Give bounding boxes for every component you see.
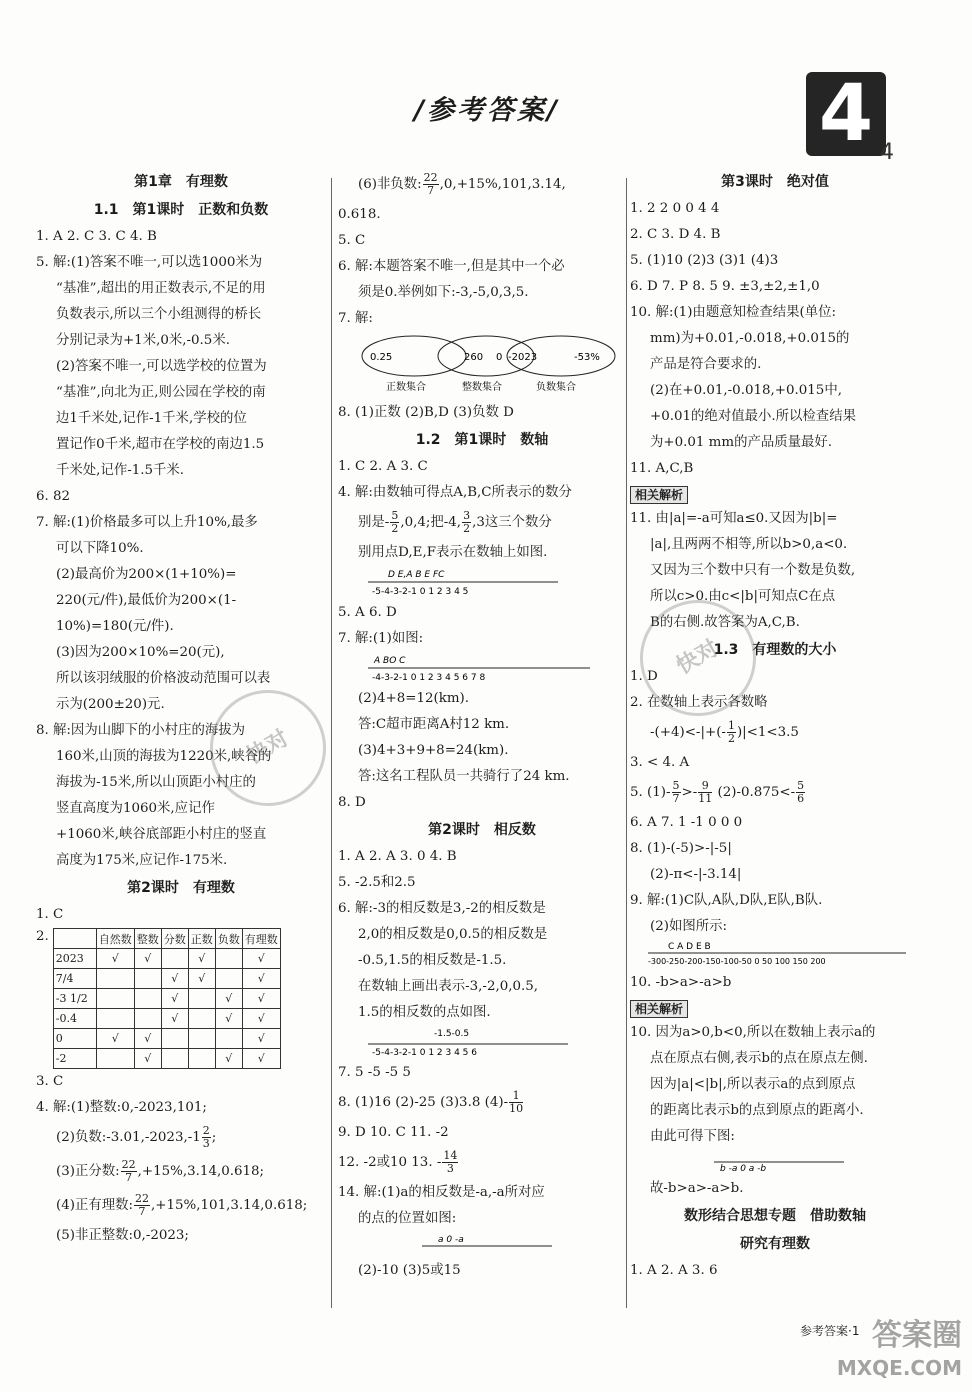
analysis-tag: 相关解析 [630, 486, 688, 504]
table-cell [161, 1049, 188, 1069]
answer-line: 的点的位置如图: [358, 1211, 457, 1226]
answer-line: 1. A 2. A 3. 0 4. B [338, 849, 457, 864]
answer-line: (5)非正整数:0,-2023; [56, 1228, 189, 1243]
answer-line: 由此可得下图: [650, 1129, 735, 1144]
column-divider [626, 178, 627, 1308]
answer-line: 可以下降10%. [56, 541, 144, 556]
table-cell: -3 1/2 [53, 989, 96, 1009]
answer-text: ,+15%,101,3.14,0.618; [151, 1198, 308, 1213]
answer-line [338, 168, 626, 202]
answer-line: 1. A 2. A 3. 6 [630, 1263, 718, 1278]
fraction-denominator: 6 [797, 792, 805, 805]
watermark-line: 答案圈 [872, 1318, 962, 1353]
answer-line: (2)答案不唯一,可以选学校的位置为 [56, 359, 267, 374]
fraction-numerator: 22 [423, 171, 438, 184]
answer-line: (2)-π<-|-3.14| [650, 867, 742, 882]
answer-text: -(+4)<-|+(- [650, 725, 726, 740]
answer-line: -0.5,1.5的相反数是-1.5. [358, 953, 507, 968]
fraction-denominator: 2 [463, 522, 471, 535]
answer-line: +1060米,峡谷底部距小村庄的竖直 [56, 827, 267, 842]
section-heading: 1.2 第1课时 数轴 [415, 432, 549, 448]
table-header-cell [53, 929, 96, 949]
fraction-denominator: 7 [672, 792, 680, 805]
table-cell: √ [161, 969, 188, 989]
fraction-denominator: 7 [138, 1205, 146, 1218]
venn-item: 0 [496, 352, 503, 363]
answer-line: 4. 解:由数轴可得点A,B,C所表示的数分 [338, 485, 572, 500]
answer-line [338, 506, 626, 540]
table-cell: √ [134, 1029, 161, 1049]
fraction-denominator: 11 [698, 792, 713, 805]
fraction [672, 780, 681, 805]
number-line-figure [364, 652, 594, 682]
table-header-cell: 整数 [134, 929, 161, 949]
analysis-tag: 相关解析 [630, 1000, 688, 1018]
column-divider [331, 178, 332, 1308]
answer-line: 8. (1)-(-5)>-|-5| [630, 841, 732, 856]
answer-line: 6. 解:本题答案不唯一,但是其中一个必 [338, 259, 565, 274]
table-cell [215, 1029, 242, 1049]
answer-text: (3)正分数: [56, 1164, 120, 1179]
answer-line: 160米,山顶的海拔为1220米,峡谷的 [56, 749, 272, 764]
table-cell [188, 1029, 215, 1049]
fraction-numerator: 5 [797, 779, 805, 792]
venn-label: 整数集合 [462, 382, 502, 393]
answer-line: 2. 在数轴上表示各数略 [630, 695, 768, 710]
table-cell [215, 949, 242, 969]
table-cell: √ [161, 1009, 188, 1029]
answer-text: 别是- [358, 515, 390, 530]
answer-text: >- [681, 785, 698, 800]
table-cell: 2023 [53, 949, 96, 969]
answer-line: (3)4+3+9+8=24(km). [358, 743, 509, 758]
table-cell: √ [188, 969, 215, 989]
answer-line: 别用点D,E,F表示在数轴上如图. [358, 545, 548, 560]
answer-text: ,+15%,3.14,0.618; [137, 1164, 265, 1179]
answer-line [338, 1146, 626, 1180]
answer-line [36, 1155, 326, 1189]
table-cell: √ [215, 1009, 242, 1029]
answer-line: 2,0的相反数是0,0.5的相反数是 [358, 927, 548, 942]
table-cell: √ [242, 1029, 280, 1049]
answer-column-3 [630, 168, 920, 1284]
table-cell: √ [215, 1049, 242, 1069]
fraction-denominator: 3 [202, 1137, 210, 1150]
answer-line: +0.01的绝对值最小.所以检查结果 [650, 409, 856, 424]
fraction [442, 1150, 458, 1175]
answer-line: 10. 因为a>0,b<0,所以在数轴上表示a的 [630, 1025, 876, 1040]
answer-line: 14. 解:(1)a的相反数是-a,-a所对应 [338, 1185, 545, 1200]
number-line-points: b -a 0 a -b [720, 1164, 767, 1172]
chapter-badge: 4 [806, 72, 886, 156]
answer-line: 1. C [36, 907, 64, 922]
answer-line: 故-b>a>-a>b. [650, 1181, 744, 1196]
answer-line: 10%)=180(元/件). [56, 619, 174, 634]
answer-line: 7. 5 -5 -5 5 [338, 1065, 411, 1080]
answer-line: 7. 解: [338, 311, 373, 326]
table-cell: 7/4 [53, 969, 96, 989]
answer-line [630, 776, 920, 810]
table-cell: √ [96, 949, 134, 969]
answer-line: 须是0.举例如下:-3,-5,0,3,5. [358, 285, 529, 300]
fraction-denominator: 7 [125, 1171, 133, 1184]
table-cell: -0.4 [53, 1009, 96, 1029]
answer-line: 3. < 4. A [630, 755, 690, 770]
answer-line: B的右侧.故答案为A,C,B. [650, 615, 800, 630]
answer-line: 的距离比表示b的点到原点的距离小. [650, 1103, 864, 1118]
answer-line: 7. 解:(1)价格最多可以上升10%,最多 [36, 515, 258, 530]
table-header-cell: 分数 [161, 929, 188, 949]
table-cell: √ [242, 1009, 280, 1029]
number-line-figure [644, 940, 914, 966]
number-line-figure [364, 566, 564, 596]
answer-line: (2)如图所示: [650, 919, 728, 934]
table-cell [96, 969, 134, 989]
answer-line: 4. 解:(1)整数:0,-2023,101; [36, 1100, 207, 1115]
fraction-denominator: 2 [727, 732, 735, 745]
answer-line: 所以该羽绒服的价格波动范围可以表 [56, 671, 271, 686]
table-cell: √ [242, 969, 280, 989]
table-cell [161, 949, 188, 969]
answer-number: 2. [36, 929, 49, 944]
table-cell [96, 989, 134, 1009]
answer-line: 3. C [36, 1074, 64, 1089]
answer-line: 6. 82 [36, 489, 71, 504]
answer-text: (2)负数:-3.01,-2023,-1 [56, 1130, 201, 1145]
venn-item: -53% [574, 352, 600, 363]
table-cell: -2 [53, 1049, 96, 1069]
table-row [53, 989, 280, 1009]
answer-line: 10. 解:(1)由题意知检查结果(单位: [630, 305, 837, 320]
stamp-watermark: 快对 [619, 579, 777, 737]
venn-label: 负数集合 [536, 382, 576, 393]
fraction [727, 720, 736, 745]
table-cell: √ [96, 1029, 134, 1049]
answer-line: 10. -b>a>-a>b [630, 975, 732, 990]
answer-line: 答:C超市距离A村12 km. [358, 717, 510, 732]
answer-line: 6. D 7. P 8. 5 9. ±3,±2,±1,0 [630, 279, 820, 294]
answer-line: 8. D [338, 795, 366, 810]
fraction-denominator: 7 [427, 184, 435, 197]
answer-line: 1. C 2. A 3. C [338, 459, 428, 474]
answer-line: (2)-10 (3)5或15 [358, 1263, 461, 1278]
answer-line: 6. 解:-3的相反数是3,-2的相反数是 [338, 901, 546, 916]
answer-text: (6)非负数: [358, 177, 422, 192]
table-cell [134, 989, 161, 1009]
answer-line [630, 716, 920, 750]
number-line-figure [418, 1232, 558, 1254]
number-line-figure [710, 1150, 850, 1172]
answer-line: 2. C 3. D 4. B [630, 227, 721, 242]
answer-line: 1. 2 2 0 0 4 4 [630, 201, 720, 216]
answer-line: 海拔为-15米,所以山顶距小村庄的 [56, 775, 256, 790]
answer-line [36, 1189, 326, 1223]
table-cell [134, 1009, 161, 1029]
answer-line: 又因为三个数中只有一个数是负数, [650, 563, 856, 578]
answer-line: 分别记录为+1米,0米,-0.5米. [56, 333, 230, 348]
table-row [53, 1009, 280, 1029]
table-header-cell: 有理数 [242, 929, 280, 949]
table-cell: √ [161, 989, 188, 1009]
number-line-points: C A D E B [668, 942, 711, 952]
table-cell [134, 969, 161, 989]
fraction-numerator: 14 [443, 1149, 458, 1162]
fraction-numerator: 22 [121, 1158, 136, 1171]
fraction [462, 510, 471, 535]
answer-line: 边1千米处,记作-1千米,学校的位 [56, 411, 247, 426]
table-cell: 0 [53, 1029, 96, 1049]
answer-line: 千米处,记作-1.5千米. [56, 463, 185, 478]
answer-line: “基准”,超出的用正数表示,不足的用 [56, 281, 266, 296]
number-line-ticks: -5-4-3-2-1 0 1 2 3 4 5 6 [372, 1048, 477, 1056]
answer-line: 在数轴上画出表示-3,-2,0,0.5, [358, 979, 539, 994]
answer-line: (3)因为200×10%=20(元), [56, 645, 225, 660]
table-cell: √ [242, 949, 280, 969]
answer-line: 5. A 6. D [338, 605, 397, 620]
table-header-cell: 正数 [188, 929, 215, 949]
section-heading: 第2课时 相反数 [428, 822, 536, 838]
section-heading: 第2课时 有理数 [127, 880, 235, 896]
chapter-heading: 第1章 有理数 [134, 174, 228, 190]
venn-label: 正数集合 [386, 382, 426, 393]
number-line-points: A BO C [374, 656, 406, 666]
answer-line [338, 1086, 626, 1120]
table-row [53, 1049, 280, 1069]
fraction-numerator: 3 [463, 509, 471, 522]
table-cell: √ [134, 1049, 161, 1069]
answer-text: )|<1<3.5 [736, 725, 799, 740]
fraction [121, 1159, 137, 1184]
answer-line: 1. A 2. C 3. C 4. B [36, 229, 157, 244]
table-header-row [53, 929, 280, 949]
number-line-ticks: -4-3-2-1 0 1 2 3 4 5 6 7 8 [372, 673, 486, 682]
table-cell: √ [134, 949, 161, 969]
number-line-ticks: -5-4-3-2-1 0 1 2 3 4 5 [372, 587, 469, 596]
table-row [53, 949, 280, 969]
answer-line: 5. 解:(1)答案不唯一,可以选1000米为 [36, 255, 263, 270]
number-line-points: -1.5-0.5 [434, 1029, 470, 1039]
answer-line: “基准”,向北为正,则公园在学校的南 [56, 385, 266, 400]
table-cell [215, 969, 242, 989]
fraction-numerator: 22 [135, 1192, 150, 1205]
table-cell [188, 1009, 215, 1029]
answer-text: 8. (1)16 (2)-25 (3)3.8 (4)- [338, 1095, 509, 1110]
table-cell: √ [188, 949, 215, 969]
answer-line: (2)负数:-3.01,-2023,-1 $\frac{2}{3}$ ; [56, 1124, 217, 1150]
number-line-points: a 0 -a [438, 1235, 464, 1245]
answer-text: 12. -2或10 13. - [338, 1155, 442, 1170]
venn-item: -2023 [508, 352, 538, 363]
answer-line: 5. (1)10 (2)3 (3)1 (4)3 [630, 253, 779, 268]
page-title: /参考答案/ [414, 95, 560, 126]
venn-item: 0.25 [370, 352, 393, 363]
fraction-denominator: 3 [446, 1162, 454, 1175]
answer-column-2 [338, 168, 626, 1284]
table-cell: √ [215, 989, 242, 1009]
fraction [423, 172, 439, 197]
answer-line: |a|,且两两不相等,所以b>0,a<0. [650, 537, 848, 552]
answer-line: 7. 解:(1)如图: [338, 631, 424, 646]
fraction [202, 1125, 211, 1150]
answer-line: 负数表示,所以三个小组测得的桥长 [56, 307, 262, 322]
answer-line: 0.618. [338, 207, 381, 222]
fraction-numerator: 1 [727, 719, 735, 732]
table-header-cell: 负数 [215, 929, 242, 949]
answer-line: 9. 解:(1)C队,A队,D队,E队,B队. [630, 893, 823, 908]
fraction-numerator: 5 [672, 779, 680, 792]
table-header-cell: 自然数 [96, 929, 134, 949]
answer-line: 所以c>0.由c<|b|可知点C在点 [650, 589, 836, 604]
fraction [134, 1193, 150, 1218]
answer-line: 高度为175米,应记作-175米. [56, 853, 228, 868]
answer-text: ,0,4;把-4, [400, 515, 462, 530]
answer-line: 1. D [630, 669, 658, 684]
fraction-numerator: 5 [391, 509, 399, 522]
fraction-numerator: 1 [509, 1090, 523, 1103]
answer-line: 11. A,C,B [630, 461, 694, 476]
answer-line: 答:这名工程队员一共骑行了24 km. [358, 769, 570, 784]
site-watermark [837, 1320, 962, 1384]
answer-line: 因为|a|<|b|,所以表示a的点到原点 [650, 1077, 856, 1092]
answer-line: 5. -2.5和2.5 [338, 875, 416, 890]
answer-table-block [36, 928, 326, 1069]
answer-line: 点在原点右侧,表示b的点在原点左侧. [650, 1051, 868, 1066]
fraction-numerator: 2 [202, 1124, 210, 1137]
fraction [698, 780, 712, 805]
fraction [509, 1090, 523, 1115]
answer-line: 竖直高度为1060米,应记作 [56, 801, 215, 816]
answer-line: (2)在+0.01,-0.018,+0.015中, [650, 383, 842, 398]
fraction-denominator: 10 [509, 1102, 524, 1115]
venn-diagram [356, 332, 626, 396]
number-line-figure [364, 1026, 574, 1056]
answer-line: 8. 解:因为山脚下的小村庄的海拔为 [36, 723, 246, 738]
answer-line: 220(元/件),最低价为200×(1- [56, 593, 237, 608]
answer-line: (2)4+8=12(km). [358, 691, 470, 706]
table-cell: √ [242, 1049, 280, 1069]
fraction [390, 510, 399, 535]
answer-line: 示为(200±20)元. [56, 697, 165, 712]
table-cell [188, 1049, 215, 1069]
table-cell [188, 989, 215, 1009]
number-line-ticks: -300-250-200-150-100-50 0 50 100 150 200 [648, 957, 826, 966]
section-heading: 数形结合思想专题 借助数轴 [684, 1208, 866, 1224]
table-cell: √ [242, 989, 280, 1009]
answer-line: 为+0.01 mm的产品质量最好. [650, 435, 833, 450]
answer-text: 5. (1)- [630, 785, 671, 800]
stamp-watermark: 快对 [189, 669, 347, 827]
table-cell [96, 1049, 134, 1069]
answer-text: (2)-0.875<- [713, 785, 796, 800]
section-heading: 1.3 有理数的大小 [713, 642, 837, 658]
table-row [53, 1029, 280, 1049]
fraction [796, 780, 805, 805]
table-cell [161, 1029, 188, 1049]
table-row [53, 969, 280, 989]
answer-line: 9. D 10. C 11. -2 [338, 1125, 449, 1140]
venn-item: 260 [464, 352, 484, 363]
classification-table [53, 928, 281, 1069]
answer-line: 8. (1)正数 (2)B,D (3)负数 D [338, 405, 514, 420]
answer-line: 置记作0千米,超市在学校的南边1.5 [56, 437, 265, 452]
answer-line: 1.5的相反数的点如图. [358, 1005, 491, 1020]
answer-line: 产品是符合要求的. [650, 357, 762, 372]
page-number: 参考答案·1 [800, 1324, 860, 1338]
fraction-numerator: 9 [698, 780, 712, 793]
answer-line: 11. 由|a|=-a可知a≤0.又因为|b|= [630, 511, 838, 526]
answer-line: mm)为+0.01,-0.018,+0.015的 [650, 331, 850, 346]
fraction-denominator: 2 [391, 522, 399, 535]
answer-text: ,3这三个数分 [472, 515, 552, 530]
answer-line: (2)最高价为200×(1+10%)= [56, 567, 237, 582]
answer-text: ,0,+15%,101,3.14, [439, 177, 566, 192]
chapter-badge-small: 4 [880, 140, 894, 165]
watermark-line: MXQE.COM [836, 1356, 962, 1380]
section-heading: 第3课时 绝对值 [721, 174, 829, 190]
number-line-points: D E,A B E FC [388, 570, 445, 580]
section-heading: 研究有理数 [740, 1236, 810, 1252]
section-heading: 1.1 第1课时 正数和负数 [93, 202, 269, 218]
answer-text: (4)正有理数: [56, 1198, 134, 1213]
answer-line: 5. C [338, 233, 366, 248]
answer-line: 6. A 7. 1 -1 0 0 0 [630, 815, 743, 830]
table-cell [96, 1009, 134, 1029]
